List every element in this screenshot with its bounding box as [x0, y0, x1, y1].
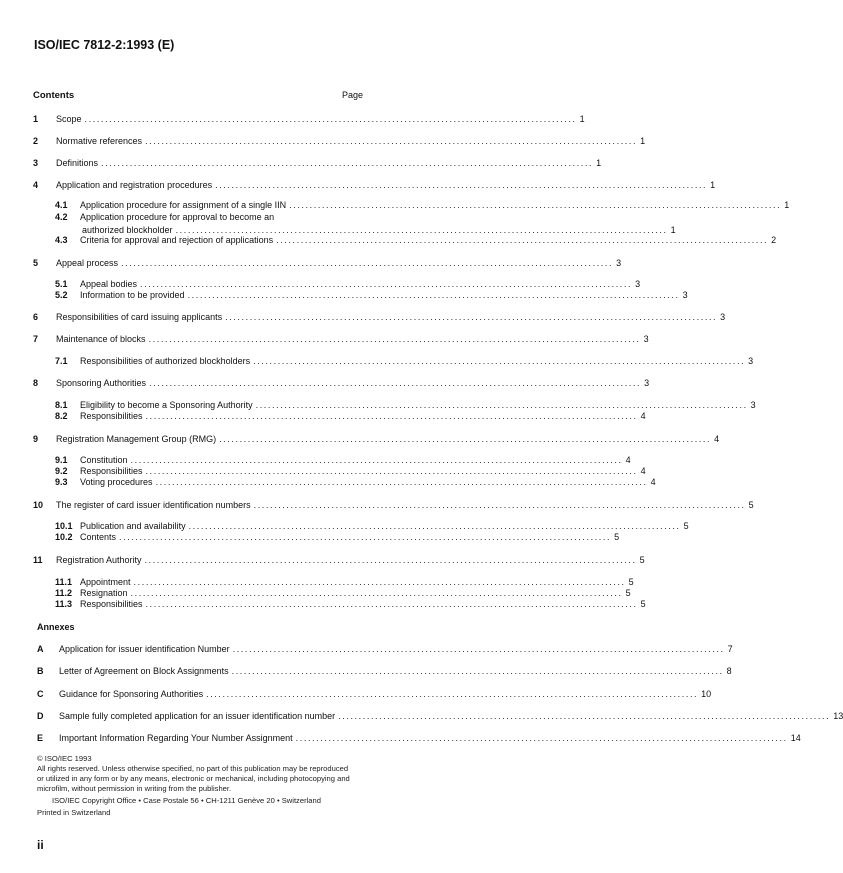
- toc-entry: [55, 353, 754, 366]
- toc-entry-title: Responsibilities: [80, 411, 143, 421]
- dot-leader: ........................................................................................................................: [255, 400, 748, 410]
- printed-in: Printed in Switzerland: [37, 808, 111, 817]
- toc-entry-page: 4: [714, 434, 720, 444]
- dot-leader: ........................................................................................................................: [133, 577, 626, 587]
- toc-entry-number: 10.2: [55, 532, 73, 542]
- toc-entry-page: 5: [625, 588, 631, 598]
- toc-entry: [55, 209, 390, 222]
- toc-entry-page: 1: [784, 200, 790, 210]
- toc-entry-title: Normative references: [56, 136, 143, 146]
- toc-entry-page: 3: [750, 400, 756, 410]
- toc-entry: [33, 375, 650, 388]
- toc-entry-number: 1: [33, 114, 39, 124]
- toc-entry-number: 7.1: [55, 356, 68, 366]
- toc-entry-title: Appeal process: [56, 258, 119, 268]
- page-column-heading: Page: [342, 90, 364, 100]
- dot-leader: ........................................................................................................................: [145, 411, 638, 421]
- rights-statement: All rights reserved. Unless otherwise specified, no part of this publication may be reproduced: [37, 764, 349, 773]
- dot-leader: ........................................................................................................................: [225, 312, 718, 322]
- annex-letter: A: [37, 644, 44, 654]
- toc-entry: [33, 155, 602, 168]
- toc-entry-number: 8.2: [55, 411, 68, 421]
- annex-letter: B: [37, 666, 44, 676]
- dot-leader: ........................................................................................................................: [188, 521, 681, 531]
- toc-entry-page: 1: [710, 180, 716, 190]
- toc-entry: [55, 287, 688, 300]
- dot-leader: ........................................................................................................................: [231, 666, 724, 676]
- dot-leader: ........................................................................................................................: [119, 532, 612, 542]
- toc-entry-title: Information to be provided: [80, 290, 185, 300]
- annex-letter: E: [37, 733, 44, 743]
- toc-entry-page: 4: [640, 411, 646, 421]
- toc-entry-title: Responsibilities of card issuing applicants: [56, 312, 223, 322]
- toc-entry-title: Registration Authority: [56, 555, 142, 565]
- standard-id: ISO/IEC 7812-2:1993 (E): [34, 38, 175, 52]
- toc-entry: [33, 133, 646, 146]
- dot-leader: ........................................................................................................................: [101, 158, 594, 168]
- annex-title: Letter of Agreement on Block Assignments: [59, 666, 229, 676]
- toc-entry-page: 3: [644, 378, 650, 388]
- annex-entry: [37, 708, 843, 721]
- toc-entry: [55, 474, 656, 487]
- contents-heading: Contents: [33, 90, 75, 101]
- toc-entry-title: Application procedure for approval to become an: [80, 212, 275, 222]
- toc-entry: [33, 331, 649, 344]
- dot-leader: ........................................................................................................................: [215, 180, 708, 190]
- annex-entry: [37, 686, 712, 699]
- dot-leader: ........................................................................................................................: [130, 588, 623, 598]
- annex-letter: D: [37, 711, 44, 721]
- toc-entry: [33, 177, 716, 190]
- toc-entry: [55, 232, 777, 245]
- dot-leader: ........................................................................................................................: [253, 500, 746, 510]
- annex-entry: [37, 641, 733, 654]
- toc-entry-title: The register of card issuer identification numbers: [56, 500, 251, 510]
- toc-entry-number: 4.2: [55, 212, 68, 222]
- toc-entry-page: 2: [771, 235, 777, 245]
- rights-statement: microfilm, without permission in writing from the publisher.: [37, 784, 232, 793]
- dot-leader: ........................................................................................................................: [130, 455, 623, 465]
- toc-entry-number: 9.3: [55, 477, 68, 487]
- annex-page: 8: [726, 666, 732, 676]
- dot-leader: ........................................................................................................................: [155, 477, 648, 487]
- toc-entry-title: Application and registration procedures: [56, 180, 213, 190]
- toc-entry-page: 4: [640, 466, 646, 476]
- toc-entry-number: 9.1: [55, 455, 68, 465]
- annex-entry: [37, 730, 801, 743]
- toc-entry-title: Responsibilities: [80, 599, 143, 609]
- toc-entry: [55, 596, 646, 609]
- annex-title: Important Information Regarding Your Number Assignment: [59, 733, 293, 743]
- dot-leader: ........................................................................................................................: [149, 378, 642, 388]
- toc-entry-page: 3: [748, 356, 754, 366]
- toc-entry-page: 3: [720, 312, 726, 322]
- annex-title: Guidance for Sponsoring Authorities: [59, 689, 204, 699]
- toc-entry: [33, 111, 585, 124]
- toc-entry-number: 11.3: [55, 599, 73, 609]
- toc-entry-title: Application procedure for assignment of a single IIN: [80, 200, 287, 210]
- toc-entry-number: 4.1: [55, 200, 68, 210]
- annex-title: Application for issuer identification Number: [59, 644, 230, 654]
- dot-leader: ........................................................................................................................: [206, 689, 699, 699]
- dot-leader: ........................................................................................................................: [145, 136, 638, 146]
- toc-entry-page: 5: [640, 599, 646, 609]
- dot-leader: ........................................................................................................................: [140, 279, 633, 289]
- dot-leader: ........................................................................................................................: [289, 200, 782, 210]
- toc-entry-title: Appeal bodies: [80, 279, 138, 289]
- toc-entry-number: 5: [33, 258, 39, 268]
- toc-entry-title: Resignation: [80, 588, 128, 598]
- toc-entry-title: Definitions: [56, 158, 99, 168]
- dot-leader: ........................................................................................................................: [276, 235, 769, 245]
- toc-entry-number: 8.1: [55, 400, 68, 410]
- dot-leader: ........................................................................................................................: [338, 711, 831, 721]
- dot-leader: ........................................................................................................................: [253, 356, 746, 366]
- annex-page: 7: [727, 644, 733, 654]
- dot-leader: ........................................................................................................................: [232, 644, 725, 654]
- toc-entry-page: 1: [596, 158, 602, 168]
- toc-entry-number: 3: [33, 158, 39, 168]
- toc-entry: [33, 431, 720, 444]
- rights-statement: or utilized in any form or by any means, electronic or mechanical, including photocopying and: [37, 774, 350, 783]
- toc-entry-number: 2: [33, 136, 39, 146]
- toc-entry-number: 11.1: [55, 577, 73, 587]
- toc-entry-number: 5.1: [55, 279, 68, 289]
- dot-leader: ........................................................................................................................: [121, 258, 614, 268]
- toc-entry: [33, 255, 622, 268]
- annex-letter: C: [37, 689, 44, 699]
- toc-entry-title: Responsibilities: [80, 466, 143, 476]
- toc-entry-title: authorized blockholder: [82, 225, 173, 235]
- dot-leader: ........................................................................................................................: [145, 599, 638, 609]
- toc-entry-title: Contents: [80, 532, 117, 542]
- annex-entry: [37, 663, 732, 676]
- toc-entry-page: 3: [643, 334, 649, 344]
- toc-entry-title: Constitution: [80, 455, 128, 465]
- toc-entry-page: 5: [748, 500, 754, 510]
- annex-title: Sample fully completed application for an issuer identification number: [59, 711, 336, 721]
- toc-entry-title: Scope: [56, 114, 82, 124]
- toc-entry-title: Eligibility to become a Sponsoring Authority: [80, 400, 253, 410]
- toc-entry-title: Maintenance of blocks: [56, 334, 146, 344]
- toc-entry-page: 1: [670, 225, 676, 235]
- toc-entry-number: 9: [33, 434, 39, 444]
- toc-entry-number: 4: [33, 180, 39, 190]
- toc-entry-title: Voting procedures: [80, 477, 153, 487]
- toc-entry-number: 11.2: [55, 588, 73, 598]
- toc-entry-title: Sponsoring Authorities: [56, 378, 147, 388]
- annex-page: 10: [701, 689, 712, 699]
- toc-entry-page: 5: [639, 555, 645, 565]
- toc-entry-number: 6: [33, 312, 39, 322]
- toc-entry-number: 10: [33, 500, 44, 510]
- toc-entry-number: 4.3: [55, 235, 68, 245]
- toc-entry-page: 5: [614, 532, 620, 542]
- toc-entry-number: 8: [33, 378, 39, 388]
- dot-leader: ........................................................................................................................: [84, 114, 577, 124]
- annex-page: 13: [833, 711, 843, 721]
- dot-leader: ........................................................................................................................: [187, 290, 680, 300]
- toc-entry-page: 3: [635, 279, 641, 289]
- toc-entry: [55, 529, 620, 542]
- page-folio: ii: [37, 838, 44, 852]
- toc-entry-title: Registration Management Group (RMG): [56, 434, 217, 444]
- toc-entry-title: Responsibilities of authorized blockholders: [80, 356, 251, 366]
- dot-leader: ........................................................................................................................: [295, 733, 788, 743]
- toc-entry-page: 5: [628, 577, 634, 587]
- toc-entry: [33, 309, 726, 322]
- dot-leader: ........................................................................................................................: [148, 334, 641, 344]
- toc-entry: [55, 408, 646, 421]
- annex-page: 14: [790, 733, 801, 743]
- toc-entry: [33, 497, 754, 510]
- toc-entry-page: 1: [640, 136, 646, 146]
- toc-entry-title: Publication and availability: [80, 521, 186, 531]
- toc-entry-title: Appointment: [80, 577, 131, 587]
- toc-entry-number: 5.2: [55, 290, 68, 300]
- toc-entry-page: 4: [625, 455, 631, 465]
- dot-leader: ........................................................................................................................: [175, 225, 668, 235]
- toc-entry-page: 5: [683, 521, 689, 531]
- toc-entry-page: 3: [682, 290, 688, 300]
- toc-entry-number: 7: [33, 334, 39, 344]
- publisher-address: ISO/IEC Copyright Office • Case Postale 56 • CH-1211 Genève 20 • Switzerland: [52, 796, 321, 805]
- dot-leader: ........................................................................................................................: [145, 466, 638, 476]
- annexes-heading: Annexes: [37, 622, 75, 632]
- toc-entry-title: Criteria for approval and rejection of applications: [80, 235, 274, 245]
- toc-entry-number: 11: [33, 555, 43, 565]
- copyright-line: © ISO/IEC 1993: [37, 754, 92, 763]
- toc-entry-number: 10.1: [55, 521, 73, 531]
- dot-leader: ........................................................................................................................: [219, 434, 712, 444]
- toc-entry-page: 3: [616, 258, 622, 268]
- toc-entry-number: 9.2: [55, 466, 68, 476]
- toc-entry: [33, 552, 645, 565]
- toc-entry-page: 1: [579, 114, 585, 124]
- toc-entry-page: 4: [650, 477, 656, 487]
- dot-leader: ........................................................................................................................: [144, 555, 637, 565]
